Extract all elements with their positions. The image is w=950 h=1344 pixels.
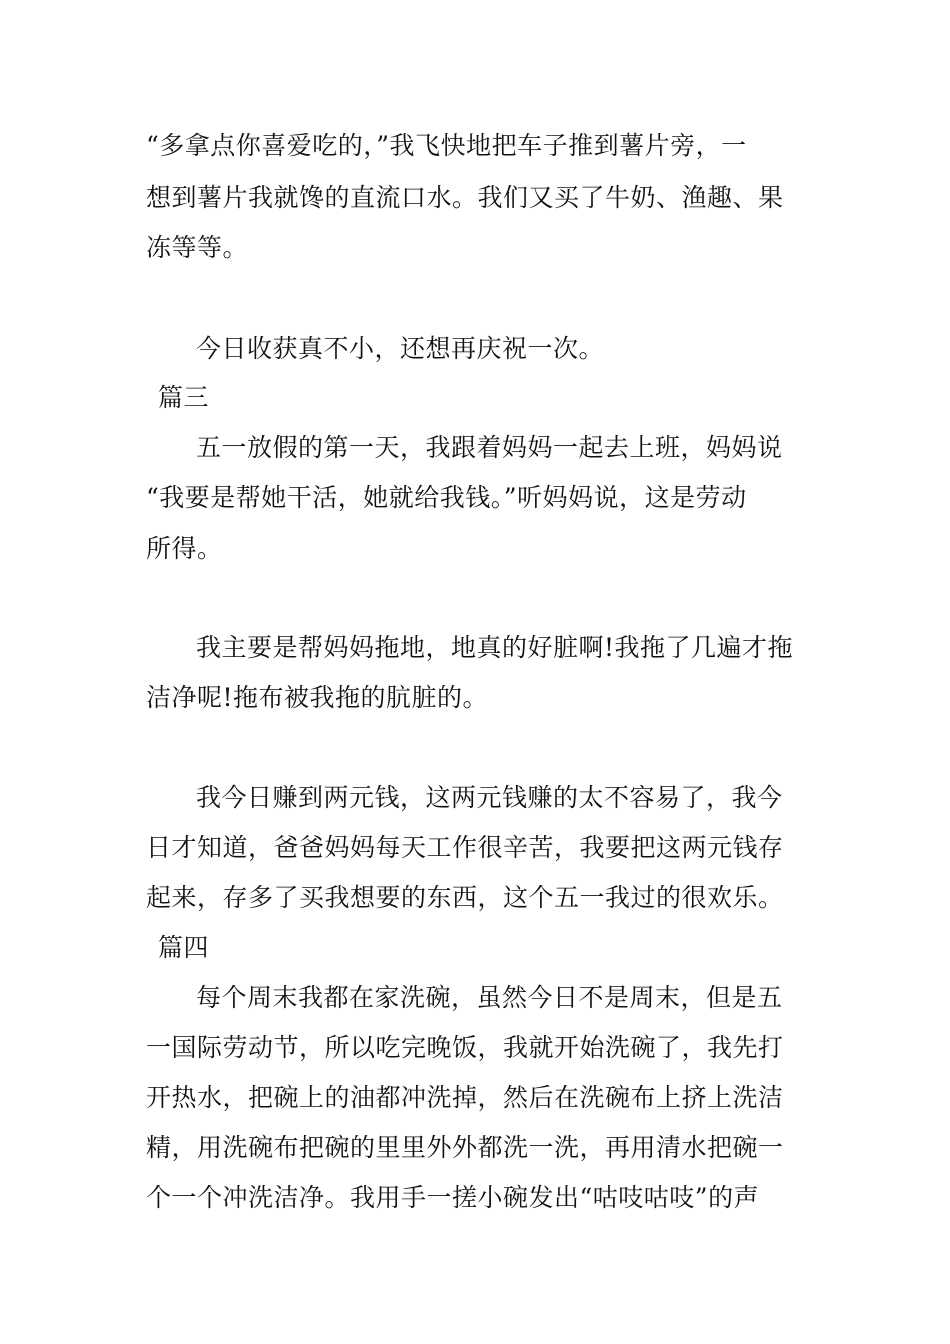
text-line: “我要是帮她干活，她就给我钱。”听妈妈说，这是劳动 — [146, 483, 747, 512]
section-heading: 篇四 — [158, 933, 210, 962]
text-line: 个一个冲洗洁净。我用手一搓小碗发出“咕吱咕吱”的声 — [146, 1183, 760, 1212]
text-line: 今日收获真不小，还想再庆祝一次。 — [196, 334, 605, 363]
text-line: 我主要是帮妈妈拖地，地真的好脏啊!我拖了几遍才拖 — [196, 633, 794, 662]
text-line: 五一放假的第一天，我跟着妈妈一起去上班，妈妈说 — [196, 433, 783, 462]
text-line: 冻等等。 — [146, 233, 249, 262]
text-line: 我今日赚到两元钱，这两元钱赚的太不容易了，我今 — [196, 783, 783, 812]
text-line: 所得。 — [146, 534, 223, 563]
text-line: 想到薯片我就馋的直流口水。我们又买了牛奶、渔趣、果 — [146, 183, 784, 212]
text-line: 每个周末我都在家洗碗，虽然今日不是周末，但是五 — [196, 983, 783, 1012]
text-line: 起来，存多了买我想要的东西，这个五一我过的很欢乐。 — [146, 883, 784, 912]
text-line: 精，用洗碗布把碗的里里外外都洗一洗，再用清水把碗一 — [146, 1133, 784, 1162]
section-heading: 篇三 — [158, 383, 210, 412]
text-line: 洁净呢!拖布被我拖的肮脏的。 — [146, 683, 489, 712]
text-line: 一国际劳动节，所以吃完晚饭，我就开始洗碗了，我先打 — [146, 1033, 784, 1062]
text-line: “多拿点你喜爱吃的，”我飞快地把车子推到薯片旁，一 — [146, 131, 747, 160]
text-line: 开热水，把碗上的油都冲洗掉，然后在洗碗布上挤上洗洁 — [146, 1083, 784, 1112]
text-line: 日才知道，爸爸妈妈每天工作很辛苦，我要把这两元钱存 — [146, 833, 784, 862]
